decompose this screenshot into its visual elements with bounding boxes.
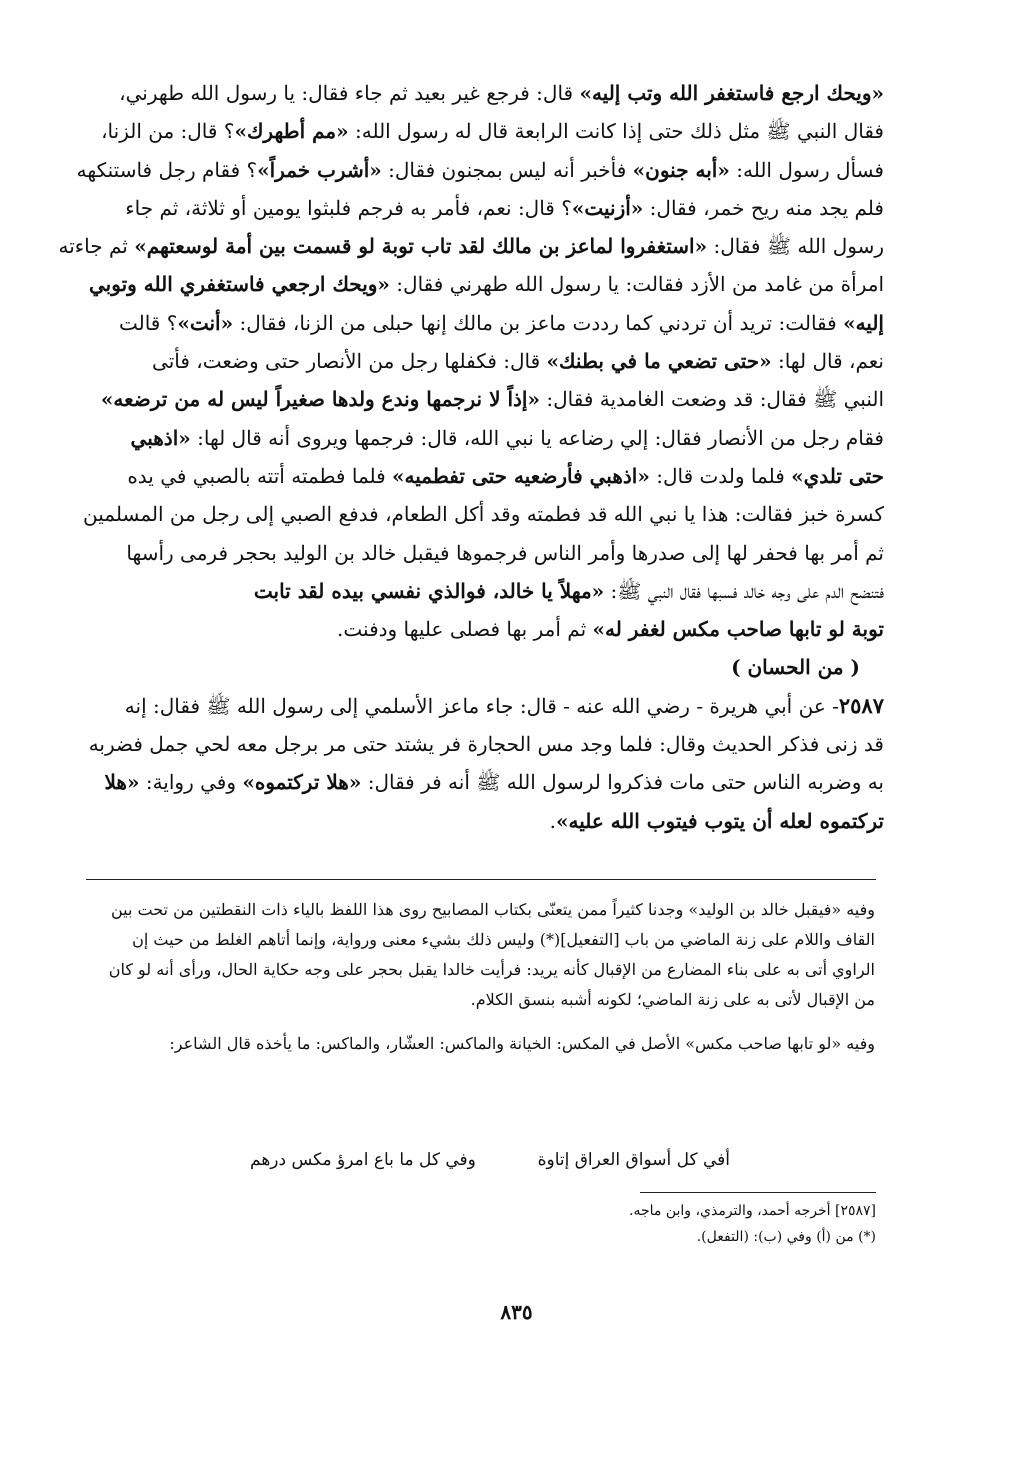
- quoted-speech: «حتى تضعي ما في بطنك»: [546, 349, 772, 374]
- commentary-paragraph-1: وفيه «فيقبل خالد بن الوليد» وجدنا كثيراً ممن يتعنّى بكتاب المصابيح روى هذا اللفظ بالياء ذات النقطتين من تحت بين القاف واللام على زنة الماضي من باب [التفعيل](*) وليس ذلك بشيء معنى ورواية، وإنما أتاهم الغلط من حيث إن الراوي أتى به على بناء المضارع من الإقبال كأنه يريد: فرأيت خالدا يقبل بحجر على وجه حكاية الحال، ورأى أنه لو كان من الإقبال لأتى به على زنة الماضي؛ لكونه أشبه بنسق الكلام.: [108, 900, 875, 1009]
- main-line: [84, 457, 884, 495]
- narration-text: وفي رواية:: [139, 770, 243, 795]
- main-text: [58, 74, 884, 840]
- quoted-speech: «هلا تركتموه»: [242, 770, 362, 795]
- narration-text: نعم، قال لها:: [771, 349, 884, 374]
- narration-text: فتنضح الدم على وجه خالد فسبها فقال النبي ﷺ:: [604, 578, 884, 603]
- main-line: [84, 74, 884, 112]
- quoted-speech: «مم أطهرك»: [234, 119, 349, 144]
- quoted-speech: توبة لو تابها صاحب مكس لغفر له»: [592, 617, 884, 642]
- quoted-speech: «أزنيت»: [571, 195, 644, 220]
- hadith-line: [84, 802, 884, 840]
- quoted-speech: «أشرب خمراً»: [257, 157, 382, 182]
- main-line: [58, 227, 884, 265]
- narration-text: قد زنى فذكر الحديث وقال: فلما وجد مس الحجارة فر يشتد حتى مر برجل معه لحي جمل فضربه: [88, 732, 884, 757]
- narration-text: فلما فطمته أتته بالصبي في يده: [127, 463, 393, 488]
- main-line: [76, 151, 884, 189]
- quoted-speech: تركتموه لعله أن يتوب فيتوب الله عليه»: [556, 808, 884, 833]
- quoted-speech: «ويحك ارجعي فاستغفري الله وتوبي: [89, 272, 390, 297]
- quoted-speech: «استغفروا لماعز بن مالك لقد تاب توبة لو قسمت بين أمة لوسعتهم»: [134, 234, 708, 259]
- narration-text: فسأل رسول الله:: [729, 157, 884, 182]
- main-line: [84, 112, 884, 150]
- page-number: ٨٣٥: [500, 1300, 533, 1324]
- footnote-1: [٢٥٨٧] أخرجه أحمد، والترمذي، وابن ماجه.: [629, 1203, 876, 1219]
- narration-text: فلما ولدت قال:: [649, 463, 792, 488]
- main-line: [84, 304, 884, 342]
- quoted-speech: «مهلاً يا خالد، فوالذي نفسي بيده لقد تابت: [253, 578, 605, 603]
- main-line: [84, 610, 884, 648]
- hadith-line: [84, 725, 884, 763]
- quoted-speech: حتى تلدي»: [791, 463, 884, 488]
- narration-text: فأخبر أنه ليس بمجنون فقال:: [381, 157, 633, 182]
- notes-divider: [86, 879, 876, 880]
- main-line: [84, 342, 884, 380]
- narration-text: فلم يجد منه ريح خمر، فقال:: [643, 195, 884, 220]
- narration-text: ؟ فقام رجل فاستنكهه: [76, 157, 258, 182]
- hadith-line: [84, 763, 884, 801]
- quoted-speech: «أنت»: [177, 310, 234, 335]
- quoted-speech: إليه»: [843, 310, 884, 335]
- narration-text: به وضربه الناس حتى مات فذكروا لرسول الله ﷺ أنه فر فقال:: [361, 770, 884, 795]
- narration-text: رسول الله ﷺ فقال:: [707, 234, 884, 259]
- main-line: [84, 189, 884, 227]
- main-line: [84, 534, 884, 572]
- narration-text: ثم أمر بها فصلى عليها ودفنت.: [337, 617, 593, 642]
- main-lines: [58, 74, 884, 648]
- narration-text: فقال النبي ﷺ مثل ذلك حتى إذا كانت الرابعة قال له رسول الله:: [348, 119, 884, 144]
- narration-text: ؟ قال: من الزنا،: [101, 119, 235, 144]
- verse-second-hemistich: وفي كل ما باع امرؤ مكس درهم: [250, 1150, 476, 1170]
- footnote-divider: [640, 1192, 876, 1193]
- poetry-verse: [250, 1150, 730, 1170]
- narration-text: ؟ قال: نعم، فأمر به فرجم فلبثوا يومين أو ثلاثة، ثم جاء: [125, 195, 572, 220]
- quoted-speech: «ويحك ارجع فاستغفر الله وتب إليه»: [579, 81, 884, 105]
- narration-text: ؟ قالت: [118, 310, 178, 335]
- main-line: [84, 419, 884, 457]
- main-line: [84, 265, 884, 303]
- quoted-speech: «اذهبي فأرضعيه حتى تفطميه»: [392, 463, 650, 488]
- footnotes: [420, 1198, 876, 1250]
- narration-text: قال: فكفلها رجل من الأنصار حتى وضعت، فأتى: [152, 349, 547, 374]
- verse-first-hemistich: أفي كل أسواق العراق إتاوة: [537, 1150, 730, 1170]
- narration-text: كسرة خبز فقالت: هذا يا نبي الله قد فطمته وقد أكل الطعام، فدفع الصبي إلى رجل من المسلمين: [83, 502, 884, 527]
- footnote-2: (*) من (أ) وفي (ب): (التفعل).: [696, 1229, 876, 1245]
- narration-text: قال: فرجع غير بعيد ثم جاء فقال: يا رسول الله طهرني،: [119, 81, 580, 105]
- quoted-speech: «إذاً لا نرجمها وندع ولدها صغيراً ليس له من ترضعه»: [100, 387, 540, 412]
- narration-text: - عن أبي هريرة - رضي الله عنه - قال: جاء ماعز الأسلمي إلى رسول الله ﷺ فقال: إنه: [124, 693, 839, 718]
- commentary-paragraph-2: وفيه «لو تابها صاحب مكس» الأصل في المكس: الخيانة والماكس: العشّار، والماكس: ما يأخذه قال الشاعر:: [169, 1034, 875, 1053]
- hadith-line: [84, 687, 884, 725]
- quoted-speech: «أبه جنون»: [632, 157, 730, 182]
- main-line: [84, 495, 884, 533]
- quoted-speech: «اذهبي: [130, 425, 191, 450]
- narration-text: .: [549, 808, 556, 833]
- quoted-speech: «هلا: [104, 770, 140, 795]
- commentary: [90, 895, 875, 1073]
- narration-text: امرأة من غامد من الأزد فقالت: يا رسول الله طهرني فقال:: [389, 272, 884, 297]
- main-line: [84, 380, 884, 418]
- narration-text: النبي ﷺ فقال: قد وضعت الغامدية فقال:: [539, 387, 884, 412]
- main-line: [84, 572, 884, 610]
- source-label: ( من الحسان ): [731, 655, 860, 680]
- narration-text: ثم أمر بها فحفر لها إلى صدرها وأمر الناس فرجموها فيقبل خالد بن الوليد بحجر فرمى رأسها: [126, 540, 884, 565]
- narration-text: فقالت: تريد أن تردني كما رددت ماعز بن مالك إنها حبلى من الزنا، فقال:: [233, 310, 844, 335]
- hadith-2587: [84, 687, 884, 840]
- hadith-number: ٢٥٨٧: [838, 692, 884, 718]
- narration-text: ثم جاءته: [58, 234, 135, 259]
- narration-text: فقام رجل من الأنصار فقال: إلي رضاعه يا نبي الله، قال: فرجمها ويروى أنه قال لها:: [190, 425, 884, 450]
